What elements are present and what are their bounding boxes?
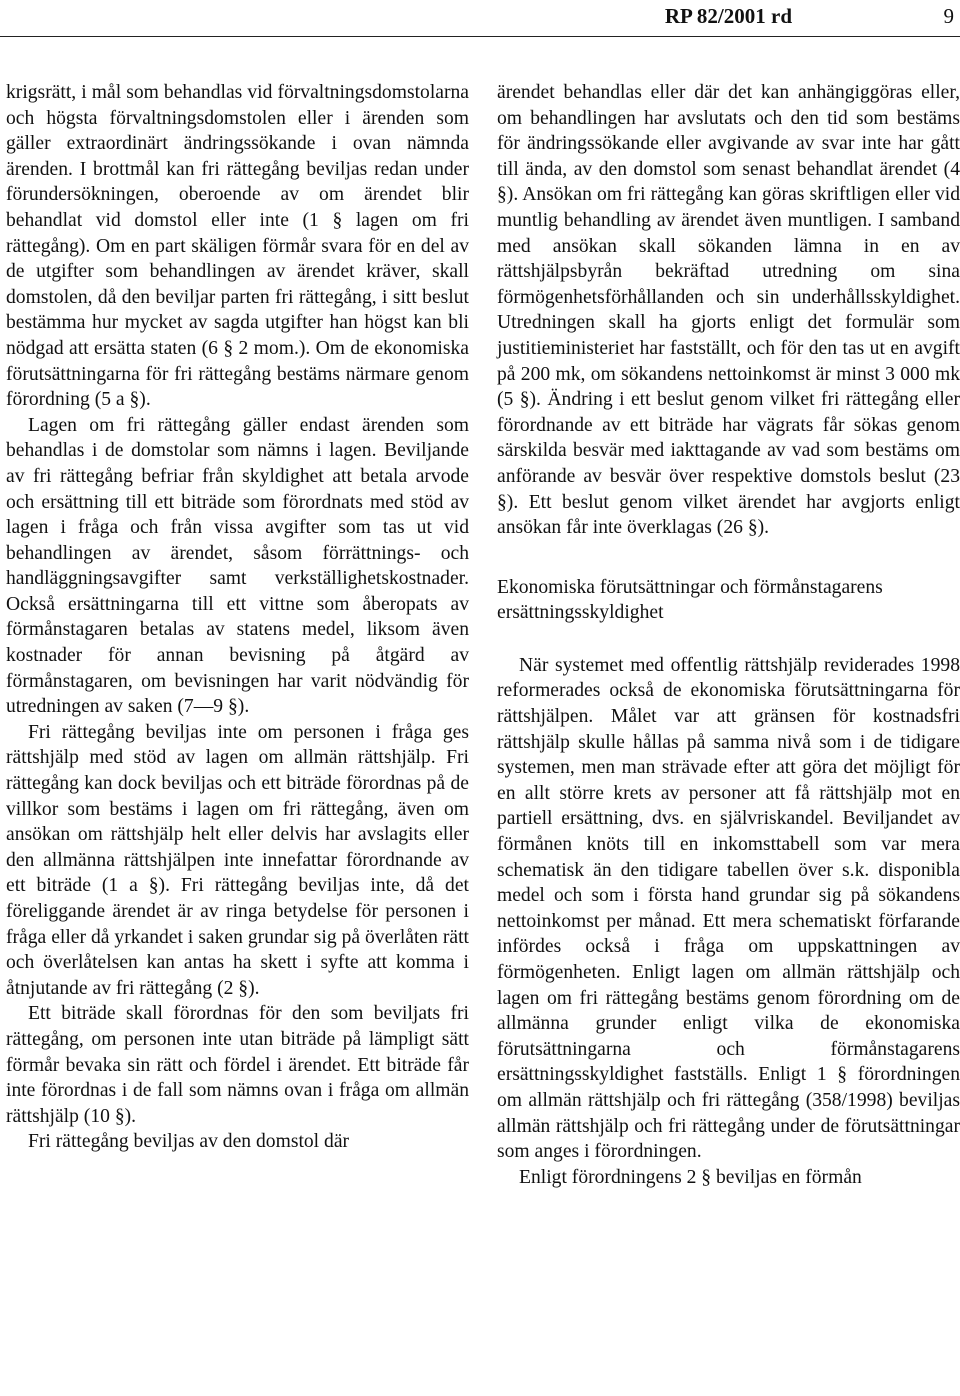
page-number: 9 bbox=[943, 4, 954, 28]
left-paragraph-2: Lagen om fri rättegång gäller endast ärenden som behandlas i de domstolar som nämns i lagen. Beviljande av fri rättegång befriar från skyldighet att betala arvode och ersättning till ett biträde som förordnats med stöd av lagen i fråga och från vissa avgifter som tas ut vid behandlingen av ärendet, såsom förrättnings- och handläggningsavgifter samt verkställighetskostnader. Också ersättningarna till ett vittne som åberopats av förmånstagaren betalas av statens medel, liksom även kostnader för annan bevisning på åtgärd av förmånstagaren, om bevisningen har varit nödvändig för utredningen av saken (7—9 §). bbox=[6, 414, 469, 718]
right-paragraph-2: När systemet med offentlig rättshjälp reviderades 1998 reformerades också de ekonomiska förutsättningarna för rättshjälpen. Målet var att gränsen för kostnadsfri rättshjälp skulle hållas på samma nivå som i de tidigare systemen, men man strävade efter att göra det möjligt för en allt större krets av personer att få rättshjälp mot en partiell ersättning, dvs. en självriskandel. Beviljandet av förmånen knöts till en inkomsttabell som var mera schematisk än den tidigare tabellen över s.k. disponibla medel och som i första hand grundar sig på sökandens nettoinkomst per månad. Ett mera schematiskt förfarande infördes också i fråga om uppskattningen av förmögenheten. Enligt lagen om allmän rättshjälp och lagen om fri rättegång bestäms genom förordning om de allmänna grunder enligt vilka de ekonomiska förutsättningarna och förmånstagarens ersättningsskyldighet fastställs. Enligt 1 § förordningen om allmän rättshjälp och fri rättegång (358/1998) beviljas allmän rättshjälp och fri rättegång under de förutsättningar som anges i förordningen. bbox=[497, 654, 960, 1163]
left-paragraph-5: Fri rättegång beviljas av den domstol där bbox=[28, 1131, 350, 1153]
left-paragraph-4: Ett biträde skall förordnas för den som beviljats fri rättegång, om personen inte utan biträde på lämpligt sätt förmår bevaka sin rätt och fördel i ärendet. Ett biträde får inte förordnas i de fall som nämns ovan i fråga om allmän rättshjälp (10 §). bbox=[6, 1003, 469, 1127]
section-heading: Ekonomiska förutsättningar och förmånstagarens ersättningsskyldighet bbox=[497, 576, 883, 624]
left-column bbox=[6, 80, 469, 1155]
left-paragraph-3: Fri rättegång beviljas inte om personen i fråga ges rättshjälp med stöd av lagen om allmän rättshjälp. Fri rättegång kan dock beviljas och ett biträde förordnas på de villkor som bestäms i lagen om fri rättegång, även om ansökan om rättshjälp helt eller delvis har avslagits eller den allmänna rättshjälpen inte innefattar förordnande av ett biträde (1 a §). Fri rättegång beviljas inte, då det föreliggande ärendet är av ringa betydelse för personen i fråga eller då yrkandet i saken grundar sig på överlåten rätt och överlåtelsen kan antas ha skett i syfte att komma i åtnjutande av fri rättegång (2 §). bbox=[6, 721, 469, 999]
page-header bbox=[0, 0, 960, 34]
header-rule bbox=[0, 36, 960, 37]
right-paragraph-3: Enligt förordningens 2 § beviljas en förmån bbox=[519, 1166, 862, 1188]
left-paragraph-1: krigsrätt, i mål som behandlas vid förvaltningsdomstolarna och högsta förvaltningsdomstolen eller i ärenden som gäller extraordinärt ändringssökande i ovan nämnda ärenden. I brottmål kan fri rättegång beviljas redan under förundersökningen, oberoende av om ärendet blir behandlat vid domstol eller inte (1 § lagen om fri rättegång). Om en part skäligen förmår svara för en del av de utgifter som behandlingen av ärendet kräver, skall domstolen, då den beviljar parten fri rättegång, i sitt beslut bestämma hur mycket av sagda utgifter han högst kan bli nödgad att ersätta staten (6 § 2 mom.). Om de ekonomiska förutsättningarna för fri rättegång bestäms närmare genom förordning (5 a §). bbox=[6, 82, 469, 411]
document-id: RP 82/2001 rd bbox=[664, 4, 792, 28]
right-paragraph-1: ärendet behandlas eller där det kan anhängiggöras eller, om behandlingen har avslutats och den tid som bestäms för ändringssökande eller avgivande av svar inte har gått till ända, av den domstol som senast behandlat ärendet (4 §). Ansökan om fri rättegång kan göras skriftligen eller vid muntlig behandling av ärendet även muntligen. I samband med ansökan skall sökanden lämna in en av rättshjälpsbyrån bekräftad utredning om sina förmögenhetsförhållanden och sin underhållsskyldighet. Utredningen skall ha gjorts enligt det formulär som justitieministeriet har fastställt, och för den tas ut en avgift på 200 mk, om sökandens nettoinkomst är minst 3 000 mk (5 §). Ändring i ett beslut genom vilket fri rättegång eller förordnande av ett biträde har vägrats får sökas genom särskilda besvär med iakttagande av vad som bestäms om anförande av besvär över respektive domstols beslut (23 §). Ett beslut genom vilket ärendet har avgjorts enligt ansökan får inte överklagas (26 §). bbox=[497, 82, 960, 539]
right-column bbox=[497, 80, 960, 1190]
